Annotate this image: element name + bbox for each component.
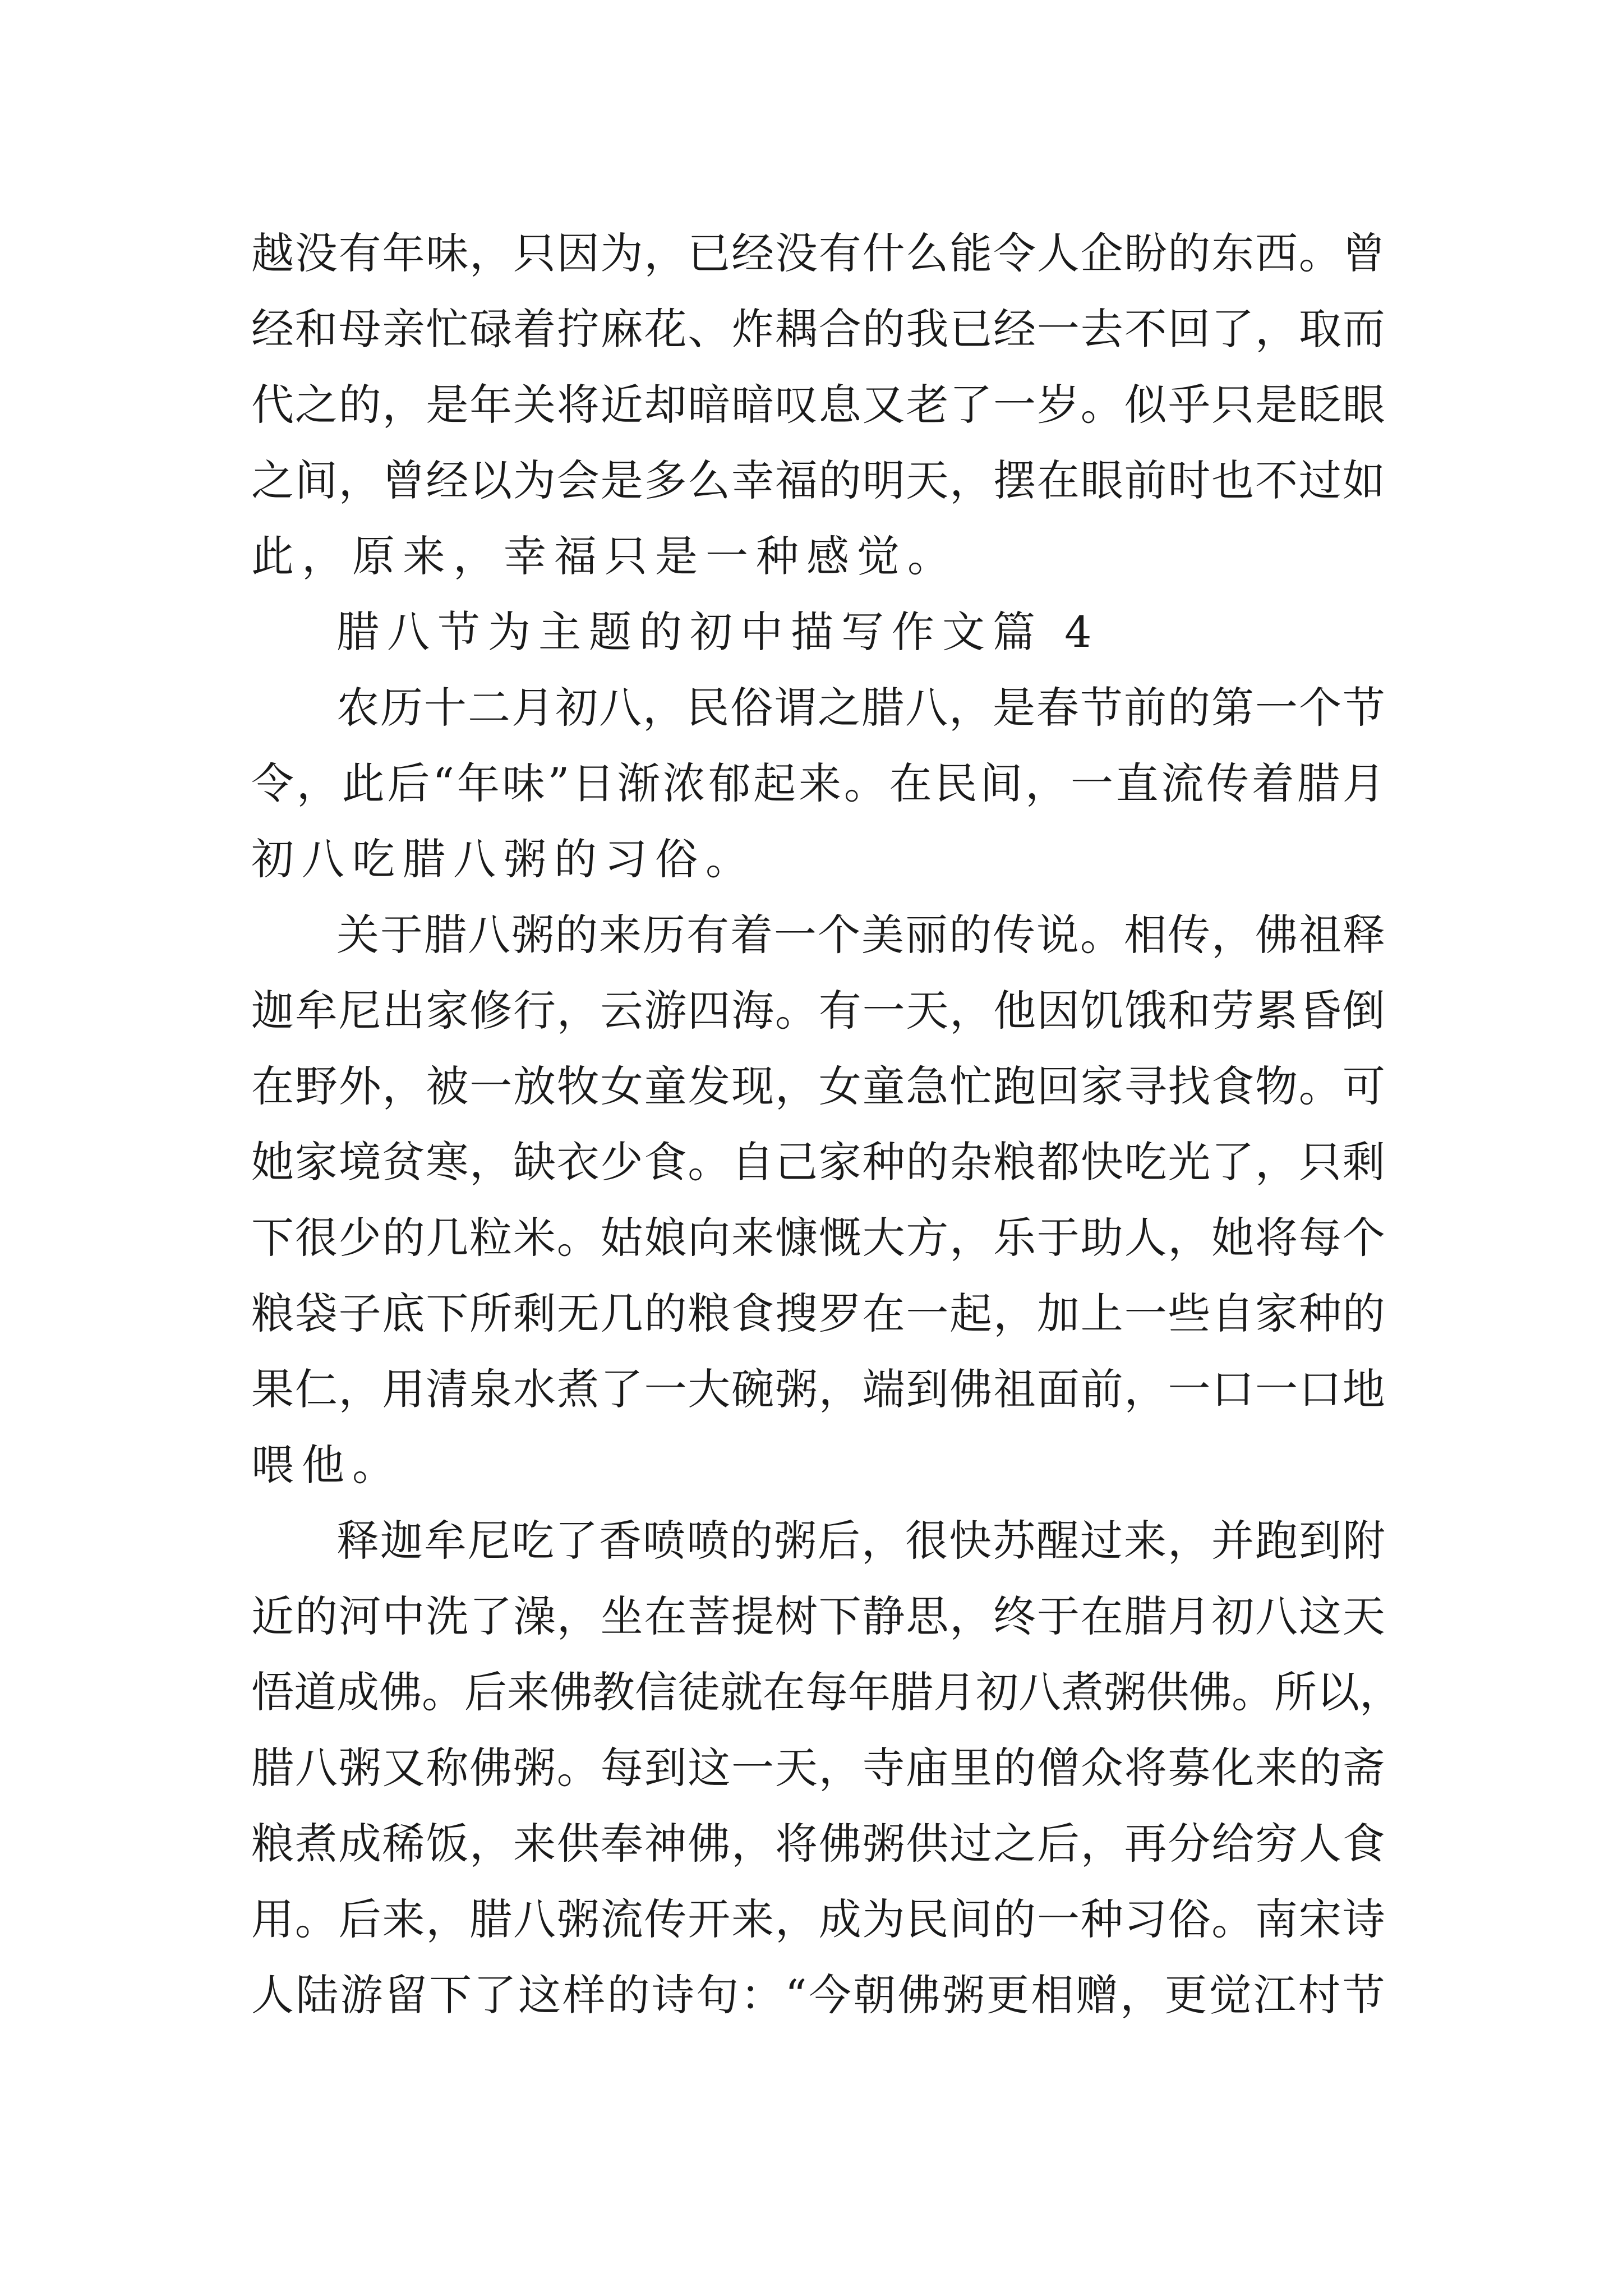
paragraph-line: 代 之 的 ， 是 年 关 将 近 却 暗 暗 叹 息 又 老 了 一 岁 。 似 乎 只 是 眨 眼	[251, 380, 1385, 430]
paragraph-line: 喂他。	[251, 1440, 403, 1490]
paragraph-line: 农 历 十 二 月 初 八 ， 民 俗 谓 之 腊 八 ， 是 春 节 前 的 第 一 个 节	[336, 683, 1385, 733]
paragraph-line: 越 没 有 年 味 ， 只 因 为 ， 已 经 没 有 什 么 能 令 人 企 盼 的 东 西 。 曾	[251, 228, 1385, 278]
paragraph-line: 果 仁 ， 用 清 泉 水 煮 了 一 大 碗 粥 ， 端 到 佛 祖 面 前 ， 一 口 一 口 地	[251, 1364, 1385, 1414]
paragraph-line: 初八吃腊八粥的习俗。	[251, 834, 756, 884]
paragraph-line: 关 于 腊 八 粥 的 来 历 有 着 一 个 美 丽 的 传 说 。 相 传 ， 佛 祖 释	[336, 910, 1385, 960]
paragraph-line: 令 ， 此 后 “ 年 味 ” 日 渐 浓 郁 起 来 。 在 民 间 ， 一 直 流 传 着 腊 月	[251, 758, 1385, 808]
paragraph-line: 用 。 后 来 ， 腊 八 粥 流 传 开 来 ， 成 为 民 间 的 一 种 习 俗 。 南 宋 诗	[251, 1894, 1385, 1944]
paragraph-line: 人 陆 游 留 下 了 这 样 的 诗 句 ： “ 今 朝 佛 粥 更 相 赠 ， 更 觉 江 村 节	[251, 1970, 1385, 2020]
paragraph-line: 释 迦 牟 尼 吃 了 香 喷 喷 的 粥 后 ， 很 快 苏 醒 过 来 ， 并 跑 到 附	[336, 1516, 1385, 1566]
paragraph-line: 腊 八 粥 又 称 佛 粥 。 每 到 这 一 天 ， 寺 庙 里 的 僧 众 将 募 化 来 的 斋	[251, 1743, 1385, 1793]
section-heading: 腊八节为主题的初中描写作文篇 4	[336, 607, 1100, 657]
paragraph-line: 迦 牟 尼 出 家 修 行 ， 云 游 四 海 。 有 一 天 ， 他 因 饥 饿 和 劳 累 昏 倒	[251, 986, 1385, 1036]
paragraph-line: 之 间 ， 曾 经 以 为 会 是 多 么 幸 福 的 明 天 ， 摆 在 眼 前 时 也 不 过 如	[251, 455, 1385, 505]
paragraph-line: 近 的 河 中 洗 了 澡 ， 坐 在 菩 提 树 下 静 思 ， 终 于 在 腊 月 初 八 这 天	[251, 1591, 1385, 1641]
paragraph-line: 经 和 母 亲 忙 碌 着 拧 麻 花 、 炸 耦 合 的 我 已 经 一 去 不 回 了 ， 取 而	[251, 304, 1385, 354]
paragraph-line: 在 野 外 ， 被 一 放 牧 女 童 发 现 ， 女 童 急 忙 跑 回 家 寻 找 食 物 。 可	[251, 1061, 1385, 1111]
paragraph-line: 此，原来，幸福只是一种感觉。	[251, 531, 958, 581]
paragraph-line: 下 很 少 的 几 粒 米 。 姑 娘 向 来 慷 慨 大 方 ， 乐 于 助 人 ， 她 将 每 个	[251, 1213, 1385, 1263]
paragraph-line: 她 家 境 贫 寒 ， 缺 衣 少 食 。 自 己 家 种 的 杂 粮 都 快 吃 光 了 ， 只 剩	[251, 1137, 1385, 1187]
paragraph-line: 粮 袋 子 底 下 所 剩 无 几 的 粮 食 搜 罗 在 一 起 ， 加 上 一 些 自 家 种 的	[251, 1289, 1385, 1338]
paragraph-line: 粮 煮 成 稀 饭 ， 来 供 奉 神 佛 ， 将 佛 粥 供 过 之 后 ， 再 分 给 穷 人 食	[251, 1819, 1385, 1869]
paragraph-line: 悟 道 成 佛 。 后 来 佛 教 信 徒 就 在 每 年 腊 月 初 八 煮 粥 供 佛 。 所 以 ，	[251, 1667, 1402, 1717]
